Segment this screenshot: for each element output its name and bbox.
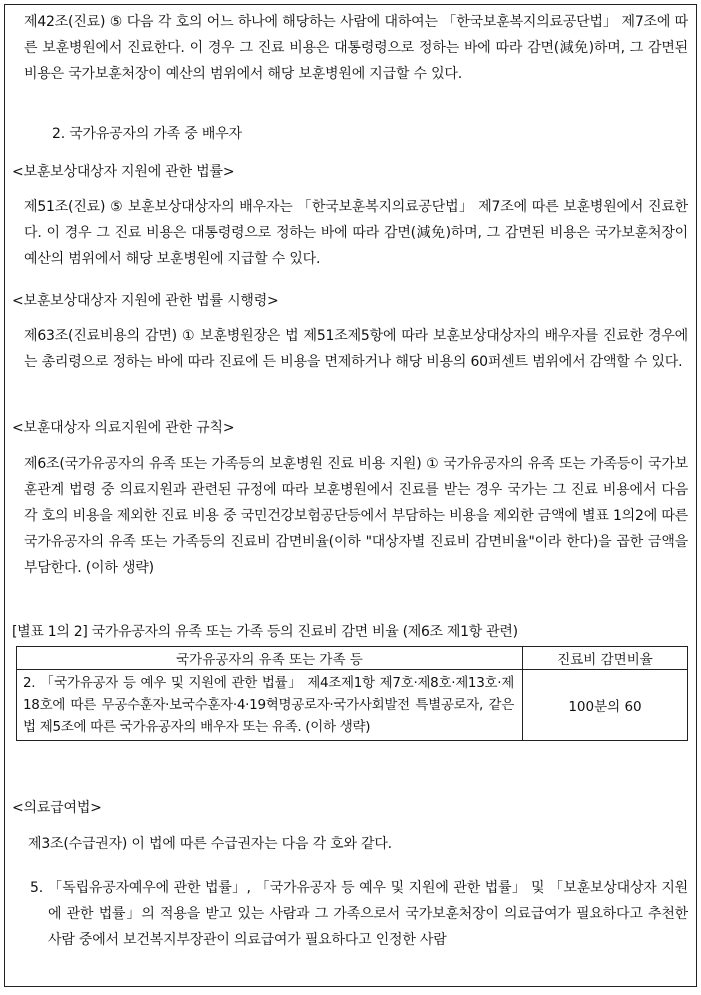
heading-medical-support-rule: <보훈대상자 의료지원에 관한 규칙>: [12, 420, 235, 436]
heading-veteran-compensation-act: <보훈보상대상자 지원에 관한 법률>: [12, 164, 235, 180]
article-63-paragraph: 제63조(진료비용의 감면) ① 보훈병원장은 법 제51조제5항에 따라 보훈보상대상자의 배우자를 진료한 경우에는 총리령으로 정하는 바에 따라 진료에 든 비용을 면제하거나 해당 비용의 60퍼센트 범위에서 감액할 수 있다.: [24, 328, 688, 370]
item-5-number: 5.: [30, 880, 43, 896]
reduction-rate-table: [16, 646, 688, 741]
article-42-paragraph: 제42조(진료) ⑤ 다음 각 호의 어느 하나에 해당하는 사람에 대하여는 「한국보훈복지의료공단법」 제7조에 따른 보훈병원에서 진료한다. 이 경우 그 진료 비용은 대통령령으로 정하는 바에 따라 감면(減免)하며, 그 감면된 비용은 국가보훈처장이 예산의 범위에서 해당 보훈병원에 지급할 수 있다.: [24, 14, 688, 82]
item-5-paragraph: 「독립유공자예우에 관한 법률」, 「국가유공자 등 예우 및 지원에 관한 법률」 및 「보훈보상대상자 지원에 관한 법률」의 적용을 받고 있는 사람과 그 가족으로서 국가보훈처장이 의료급여가 필요하다고 추천한 사람 중에서 보건복지부장관이 의료급여가 필요하다고 인정한 사람: [48, 880, 688, 948]
table-cell-rate: 100분의 60: [523, 670, 688, 741]
heading-medical-benefit-act: <의료급여법>: [12, 800, 102, 816]
item-2-spouse: 2. 국가유공자의 가족 중 배우자: [52, 126, 242, 142]
heading-enforcement-decree: <보훈보상대상자 지원에 관한 법률 시행령>: [12, 293, 279, 309]
article-3-paragraph: 제3조(수급권자) 이 법에 따른 수급권자는 다음 각 호와 같다.: [28, 836, 392, 852]
appendix-table-caption: [별표 1의 2] 국가유공자의 유족 또는 가족 등의 진료비 감면 비율 (제6조 제1항 관련): [12, 624, 518, 640]
table-header-row: [17, 647, 688, 670]
table-cell-description: 2. 「국가유공자 등 예우 및 지원에 관한 법률」 제4조제1항 제7호·제8호·제13호·제18호에 따른 무공수훈자·보국수훈자·4·19혁명공로자·국가사회발전 특별공로자, 같은 법 제5조에 따른 국가유공자의 배우자 또는 유족. (이하 생략): [17, 670, 523, 741]
document-page: [4, 4, 697, 987]
table-row: [17, 670, 688, 741]
article-51-paragraph: 제51조(진료) ⑤ 보훈보상대상자의 배우자는 「한국보훈복지의료공단법」 제7조에 따른 보훈병원에서 진료한다. 이 경우 그 진료 비용은 대통령령으로 정하는 바에 따라 감면(減免)하며, 그 감면된 비용은 국가보훈처장이 예산의 범위에서 해당 보훈병원에 지급할 수 있다.: [24, 199, 688, 267]
table-header-rate: 진료비 감면비율: [523, 647, 688, 670]
article-6-paragraph: 제6조(국가유공자의 유족 또는 가족등의 보훈병원 진료 비용 지원) ① 국가유공자의 유족 또는 가족등이 국가보훈관계 법령 중 의료지원과 관련된 규정에 따라 보훈병원에서 진료를 받는 경우 국가는 그 진료 비용에서 다음 각 호의 비용을 제외한 진료 비용 중 국민건강보험공단등에서 부담하는 비용을 제외한 금액에 별표 1의2에 따른 국가유공자의 유족 또는 가족등의 진료비 감면비율(이하 "대상자별 진료비 감면비율"이라 한다)을 곱한 금액을 부담한다. (이하 생략): [24, 456, 688, 576]
table-header-target: 국가유공자의 유족 또는 가족 등: [17, 647, 523, 670]
